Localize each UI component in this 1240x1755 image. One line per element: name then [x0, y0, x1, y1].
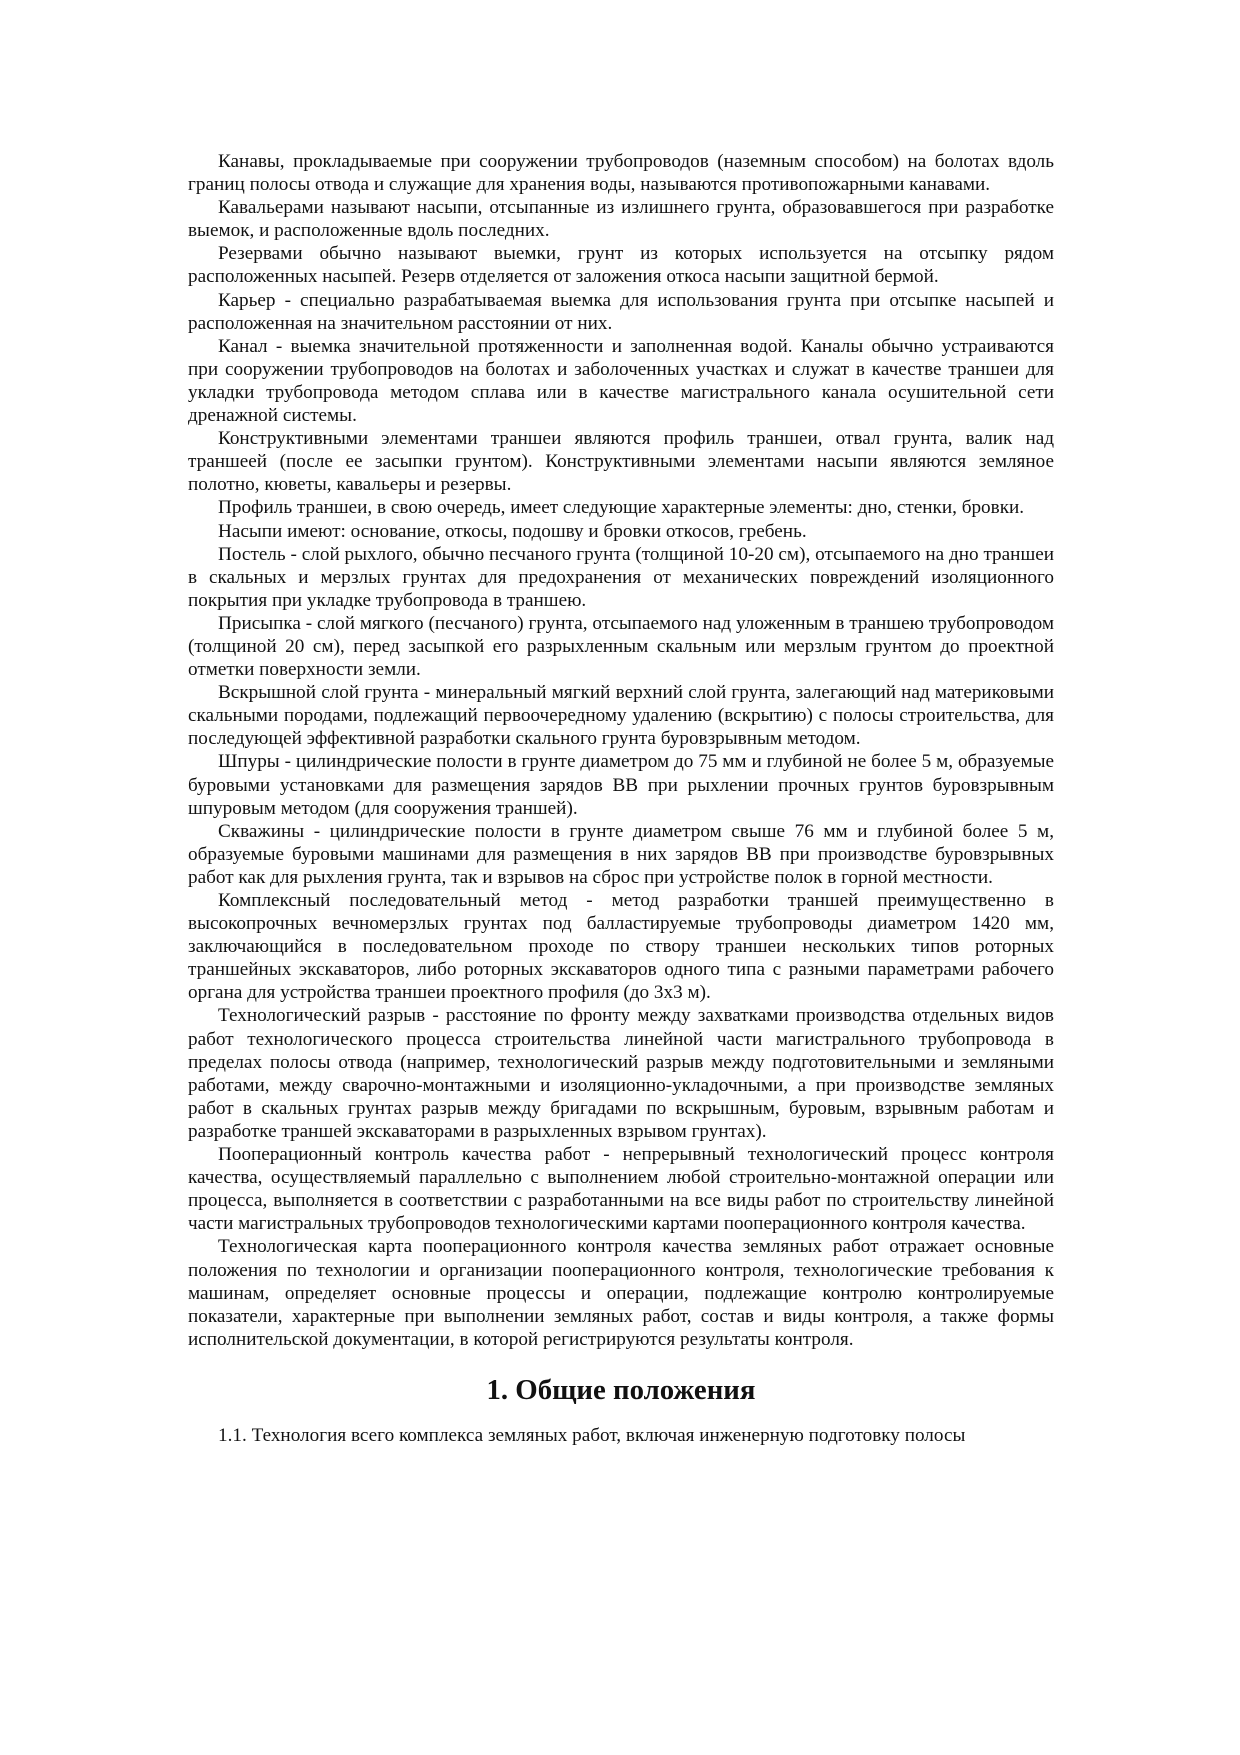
- paragraph: Карьер - специально разрабатываемая выемка для использования грунта при отсыпке насыпей и расположенная на значительном расстоянии от них.: [188, 289, 1054, 334]
- paragraph: Резервами обычно называют выемки, грунт из которых используется на отсыпку рядом расположенных насыпей. Резерв отделяется от заложения откоса насыпи защитной бермой.: [188, 243, 1054, 288]
- paragraph: Насыпи имеют: основание, откосы, подошву и бровки откосов, гребень.: [218, 520, 807, 542]
- paragraph: Постель - слой рыхлого, обычно песчаного грунта (толщиной 10-20 см), отсыпаемого на дно траншеи в скальных и мерзлых грунтах для предохранения от механических повреждений изоляционного покрытия при укладке трубопровода в траншею.: [188, 543, 1054, 611]
- document-page: [188, 150, 1054, 1447]
- paragraph: Пооперационный контроль качества работ - непрерывный технологический процесс контроля качества, осуществляемый параллельно с выполнением любой строительно-монтажной операции или процесса, выполняется в соответствии с разработанными на все виды работ по строительству линейной части магистральных трубопроводов технологическими картами пооперационного контроля качества.: [188, 1144, 1054, 1235]
- paragraph: Кавальерами называют насыпи, отсыпанные из излишнего грунта, образовавшегося при разработке выемок, и расположенные вдоль последних.: [188, 197, 1054, 242]
- paragraph: Канал - выемка значительной протяженности и заполненная водой. Каналы обычно устраиваются при сооружении трубопроводов на болотах и заболоченных участках и служат в качестве траншеи для укладки трубопровода методом сплава или в качестве магистрального канала осушительной сети дренажной системы.: [188, 335, 1054, 427]
- section-heading: 1. Общие положения: [486, 1373, 756, 1406]
- paragraph-final: 1.1. Технология всего комплекса земляных работ, включая инженерную подготовку полосы: [218, 1424, 966, 1446]
- paragraph: Канавы, прокладываемые при сооружении трубопроводов (наземным способом) на болотах вдоль границ полосы отвода и служащие для хранения воды, называются противопожарными канавами.: [188, 151, 1054, 196]
- paragraph: Профиль траншеи, в свою очередь, имеет следующие характерные элементы: дно, стенки, бровки.: [218, 497, 1025, 519]
- paragraph: Вскрышной слой грунта - минеральный мягкий верхний слой грунта, залегающий над материковыми скальными породами, подлежащий первоочередному удалению (вскрытию) с полосы строительства, для последующей эффективной разработки скального грунта буровзрывным методом.: [188, 682, 1054, 750]
- paragraph: Конструктивными элементами траншеи являются профиль траншеи, отвал грунта, валик над траншеей (после ее засыпки грунтом). Конструктивными элементами насыпи являются земляное полотно, кюветы, кавальеры и резервы.: [188, 428, 1054, 496]
- paragraph: Присыпка - слой мягкого (песчаного) грунта, отсыпаемого над уложенным в траншею трубопроводом (толщиной 20 см), перед засыпкой его разрыхленным скальным или мерзлым грунтом до проектной отметки поверхности земли.: [188, 612, 1054, 681]
- paragraph: Комплексный последовательный метод - метод разработки траншей преимущественно в высокопрочных вечномерзлых грунтах под балластируемые трубопроводы диаметром 1420 мм, заключающийся в последовательном проходе по створу траншеи нескольких типов роторных траншейных экскаваторов, либо роторных экскаваторов одного типа с разными параметрами рабочего органа для устройства траншеи проектного профиля (до 3х3 м).: [188, 890, 1054, 1004]
- paragraph: Технологическая карта пооперационного контроля качества земляных работ отражает основные положения по технологии и организации пооперационного контроля, технологические требования к машинам, определяет основные процессы и операции, подлежащие контролю контролируемые показатели, характерные при выполнении земляных работ, состав и виды контроля, а также формы исполнительской документации, в которой регистрируются результаты контроля.: [188, 1236, 1054, 1350]
- paragraph: Технологический разрыв - расстояние по фронту между захватками производства отдельных видов работ технологического процесса строительства линейной части магистрального трубопровода в пределах полосы отвода (например, технологический разрыв между подготовительными и земляными работами, между сварочно-монтажными и изоляционно-укладочными, а при производстве земляных работ в скальных грунтах разрыв между бригадами по вскрышным, буровым, взрывным работам и разработке траншей экскаваторами в разрыхленных взрывом грунтах).: [188, 1005, 1054, 1142]
- paragraph: Шпуры - цилиндрические полости в грунте диаметром до 75 мм и глубиной не более 5 м, образуемые буровыми установками для размещения зарядов ВВ при рыхлении прочных грунтов буровзрывным шпуровым методом (для сооружения траншей).: [188, 751, 1054, 819]
- paragraph: Скважины - цилиндрические полости в грунте диаметром свыше 76 мм и глубиной более 5 м, образуемые буровыми машинами для размещения в них зарядов ВВ при производстве буровзрывных работ как для рыхления грунта, так и взрывов на сброс при устройстве полок в горной местности.: [188, 820, 1054, 888]
